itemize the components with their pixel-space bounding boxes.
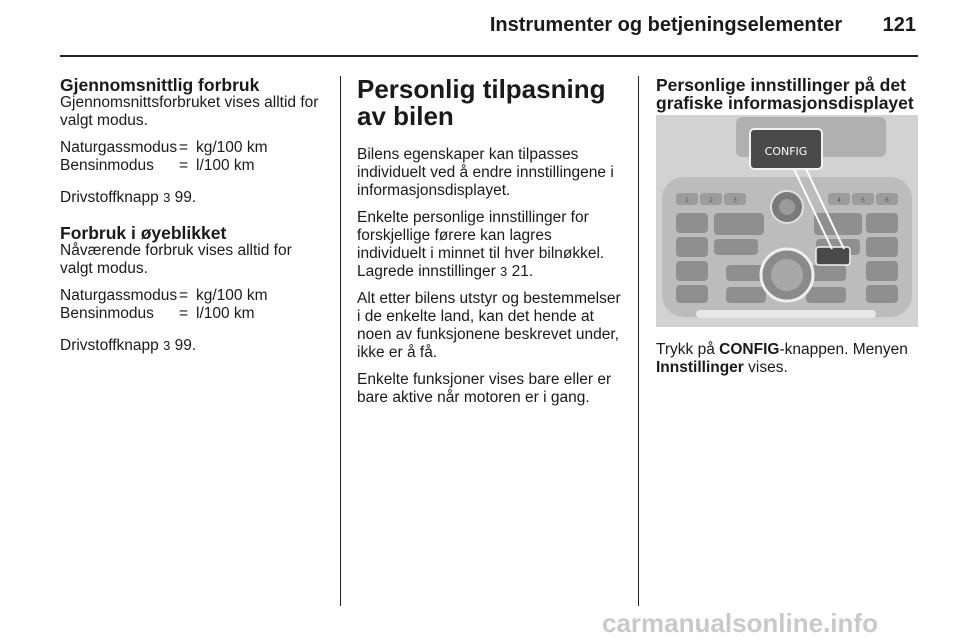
reference-arrow-icon: 3 (163, 190, 171, 205)
cross-reference (60, 337, 325, 355)
paragraph: Enkelte personlige innstillinger for forskjellige førere kan lagres individuelt i minnet til hver bilnøkkel. Lagrede innstillinger 3 21. (357, 209, 605, 280)
paragraph: Alt etter bilens utstyr og bestemmelser i de enkelte land, kan det hende at noen av funksjonene beskrevet under, ikke er å få. (357, 290, 621, 361)
config-button-label: CONFIG (719, 341, 780, 358)
mode-table (60, 287, 325, 323)
cross-reference (60, 189, 325, 207)
mode-row (60, 305, 325, 323)
preset-1-label: 1 (685, 197, 689, 204)
section-heading-personalization: Personlig tilpasning av bilen (357, 74, 606, 131)
preset-6-label: 6 (885, 197, 889, 204)
column-divider (340, 76, 341, 606)
unit-value: l/100 km (196, 157, 255, 174)
section-heading-graphic-display: Personlige innstillinger på det grafiske informasjonsdisplayet (656, 75, 914, 113)
unit-value: l/100 km (196, 305, 255, 322)
chapter-title: Instrumenter og betjeningselementer (489, 14, 843, 36)
mode-row (60, 287, 325, 305)
preset-4-label: 4 (837, 197, 841, 204)
section-text: Gjennomsnittsforbruket vises alltid for valgt modus. (60, 94, 319, 129)
column-1 (60, 76, 325, 364)
page-number: 121 (882, 14, 916, 36)
equals-sign: = (179, 287, 189, 304)
config-callout-label: CONFIG (764, 145, 808, 158)
watermark: carmanualsonline.info (602, 608, 878, 638)
paragraph: Enkelte funksjoner vises bare eller er bare aktive når motoren er i gang. (357, 371, 612, 406)
reference-arrow-icon: 3 (500, 264, 508, 279)
reference-page[interactable]: 21. (511, 263, 534, 280)
mode-row (60, 157, 325, 175)
column-2 (357, 76, 622, 416)
preset-2-label: 2 (709, 197, 713, 204)
mode-row (60, 139, 325, 157)
mode-table (60, 139, 325, 175)
mode-label: Naturgassmodus (60, 139, 178, 156)
preset-3-label: 3 (733, 197, 737, 204)
preset-5-label: 5 (861, 197, 865, 204)
reference-page[interactable]: 99. (174, 189, 197, 206)
section-text: Nåværende forbruk vises alltid for valgt modus. (60, 242, 292, 277)
reference-text: Drivstoffknapp (60, 337, 159, 354)
section-heading-instant-consumption: Forbruk i øyeblikket (60, 223, 227, 243)
mode-label: Bensinmodus (60, 157, 154, 174)
equals-sign: = (179, 157, 189, 174)
paragraph: Bilens egenskaper kan tilpasses individuelt ved å endre innstillingene i informasjonsdisplayet. (357, 146, 614, 199)
section-heading-average-consumption: Gjennomsnittlig forbruk (60, 75, 260, 95)
page-header (0, 14, 916, 37)
unit-value: kg/100 km (196, 139, 268, 156)
paragraph: Trykk på CONFIG-knappen. Menyen Innstillinger vises. (656, 341, 908, 376)
header-rule (60, 55, 918, 57)
mode-label: Bensinmodus (60, 305, 154, 322)
equals-sign: = (179, 305, 189, 322)
reference-page[interactable]: 99. (174, 337, 197, 354)
mode-label: Naturgassmodus (60, 287, 178, 304)
unit-value: kg/100 km (196, 287, 268, 304)
equals-sign: = (179, 139, 189, 156)
reference-text: Drivstoffknapp (60, 189, 159, 206)
control-panel-photo (656, 115, 918, 327)
settings-menu-label: Innstillinger (656, 359, 744, 376)
column-3 (656, 76, 921, 386)
reference-arrow-icon: 3 (163, 338, 171, 353)
column-divider (638, 76, 639, 606)
